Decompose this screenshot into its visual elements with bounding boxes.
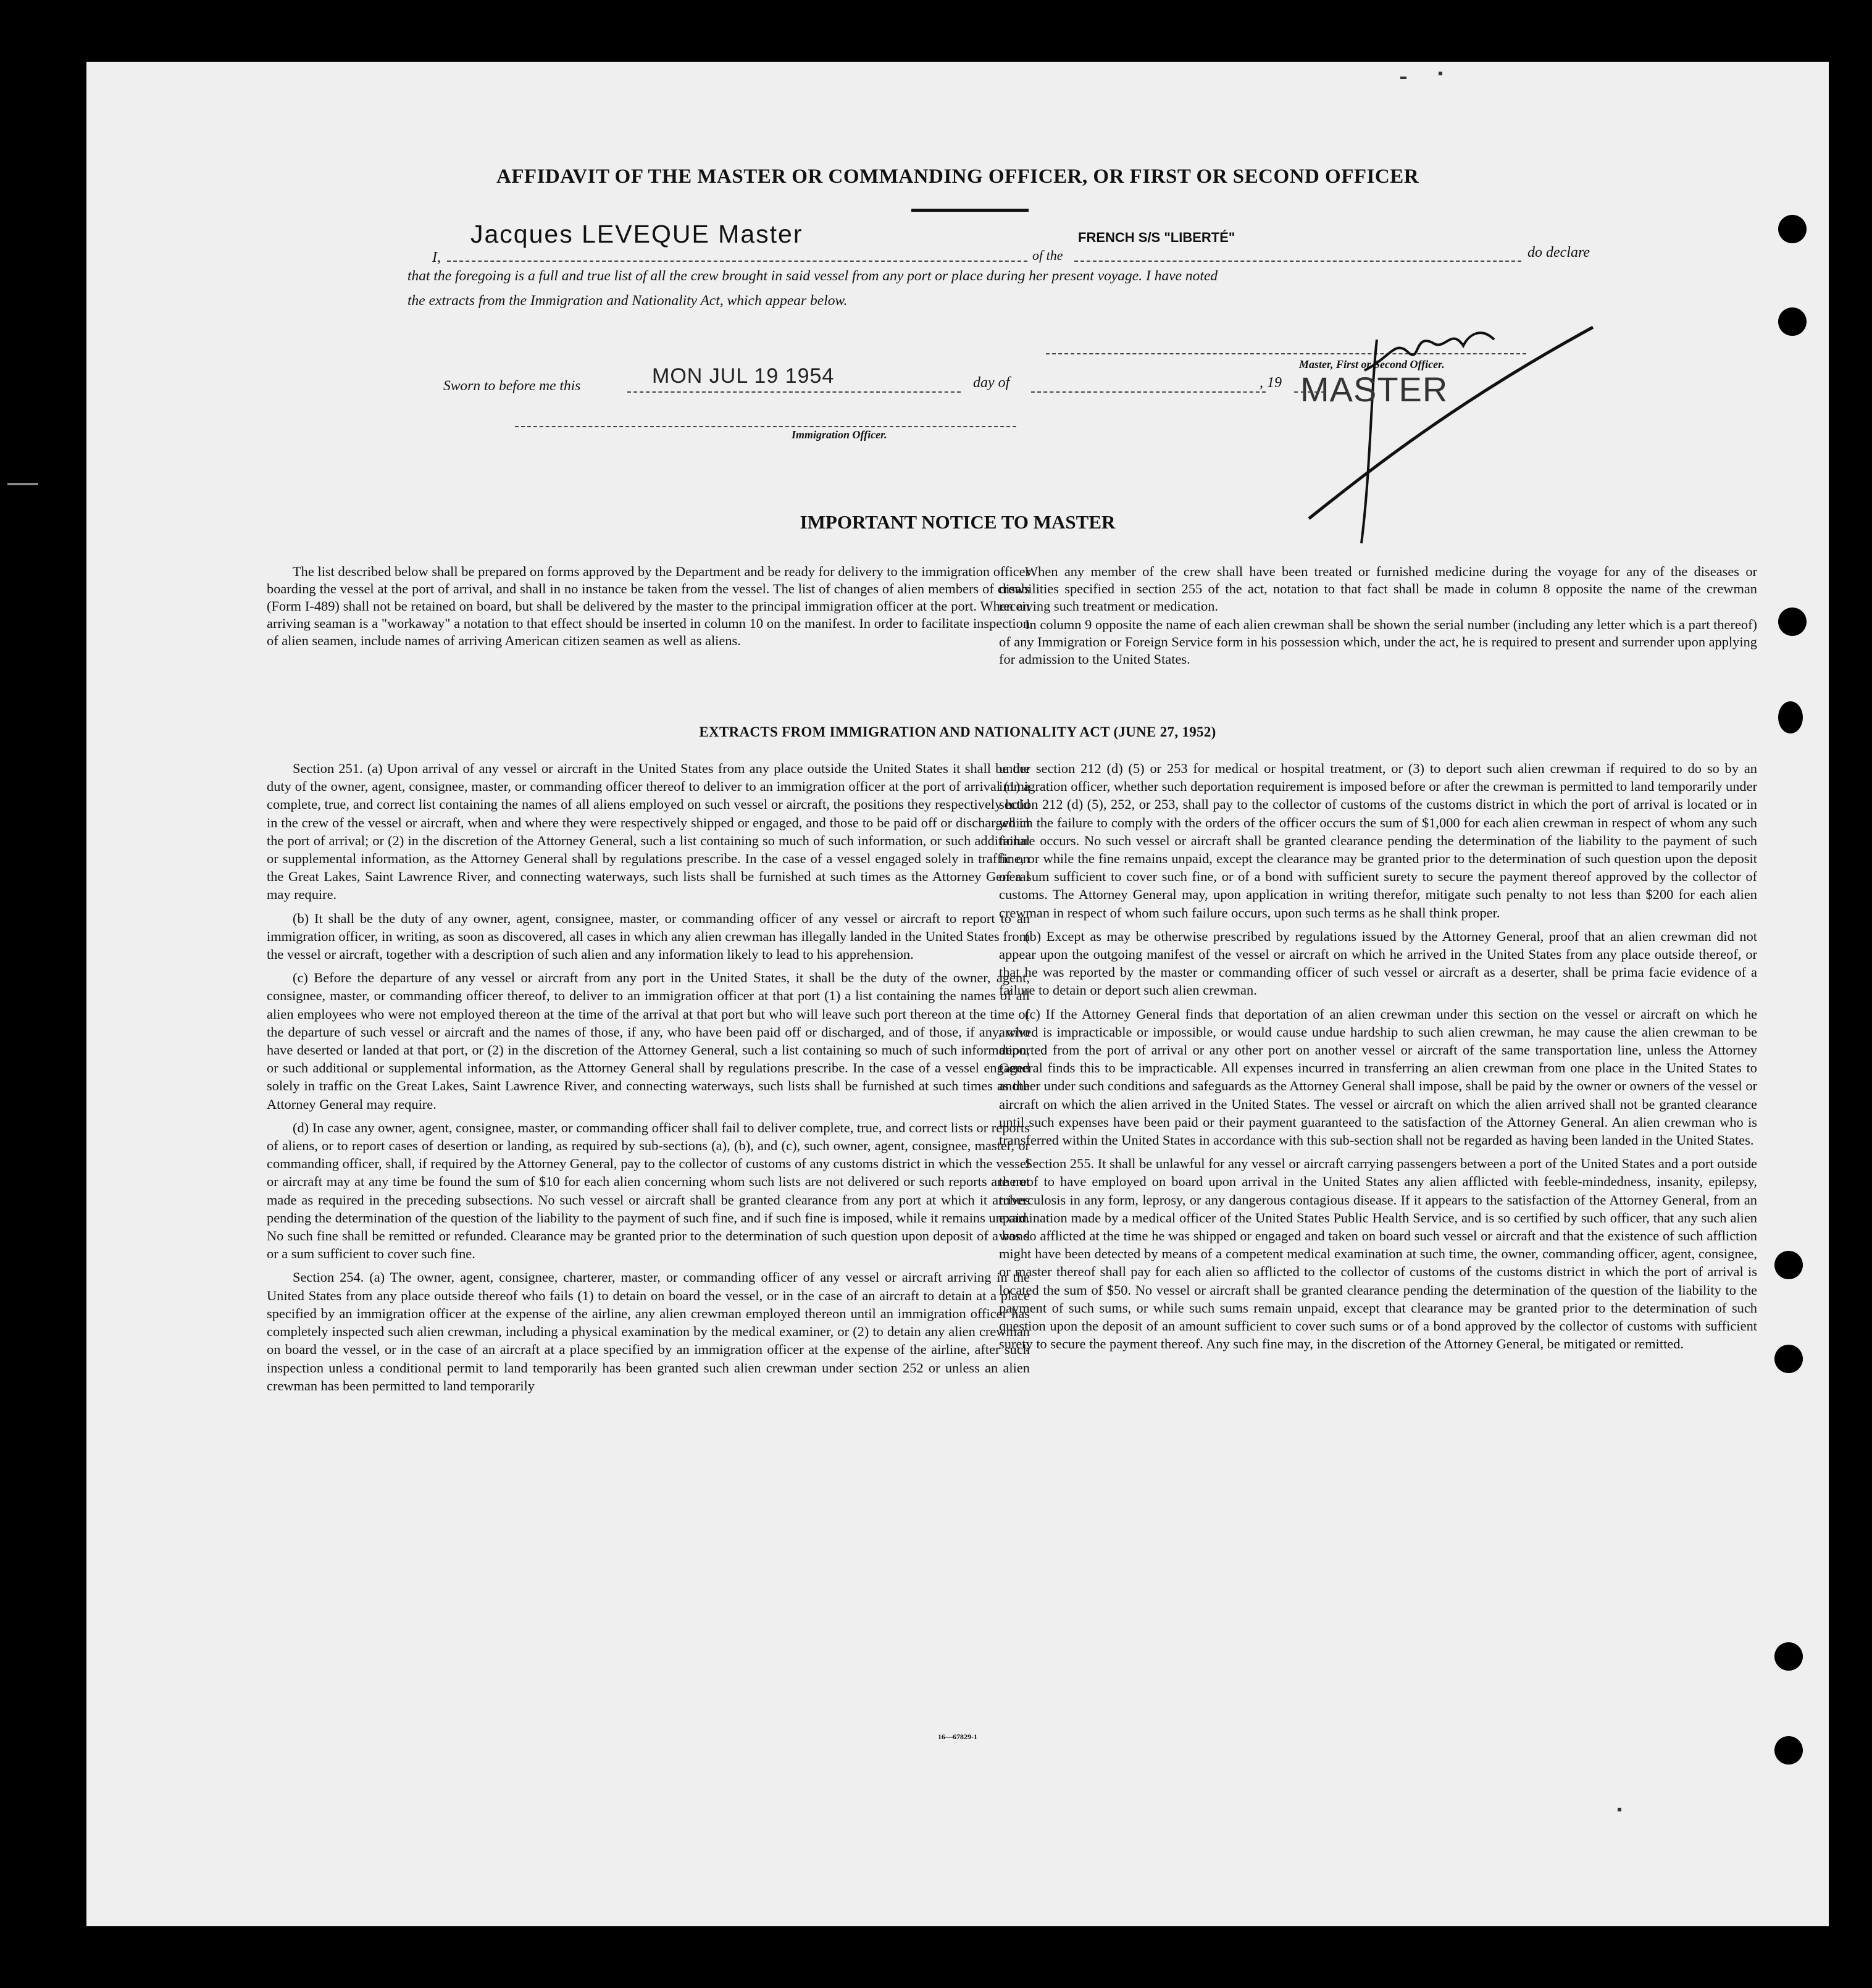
extract-paragraph: (b) Except as may be otherwise prescribed by regulations issued by the Attorney General, proof that an alien crewman did not appear upon the outgoing manifest of the vessel or aircraft on which he arrived in the United States from any place outside thereof, or that he was reported by the master or commanding officer of such vessel or aircraft as a deserter, shall be prima facie evidence of a failure to detain or deport such alien crewman. bbox=[999, 928, 1757, 998]
declaration-line: that the foregoing is a full and true list of all the crew brought in said vessel from any port or place during her present voyage. I have noted bbox=[407, 268, 1218, 284]
immigration-caption: Immigration Officer. bbox=[792, 428, 887, 441]
month-line bbox=[1031, 391, 1266, 393]
name-line bbox=[447, 261, 1027, 262]
title-divider bbox=[911, 209, 1029, 212]
punch-hole bbox=[1774, 1251, 1803, 1279]
punch-hole bbox=[1774, 1345, 1803, 1373]
punch-hole bbox=[1778, 701, 1803, 733]
notice-title: IMPORTANT NOTICE TO MASTER bbox=[800, 511, 1116, 533]
form-code: 16—67829-1 bbox=[938, 1732, 977, 1741]
extract-paragraph: (b) It shall be the duty of any owner, agent, consignee, master, or commanding officer of any vessel or aircraft to report to an immigration officer, in writing, as soon as discovered, all cases in which any alien crewman has illegally landed in the United States from the vessel or aircraft, together with a description of such alien and any information likely to lead to his apprehension. bbox=[267, 910, 1030, 963]
of-the-label: of the bbox=[1032, 248, 1063, 263]
document-page bbox=[86, 62, 1829, 1926]
master-stamp: MASTER bbox=[1300, 370, 1448, 409]
vessel-line bbox=[1074, 261, 1521, 262]
extract-paragraph: (d) In case any owner, agent, consignee, master, or commanding officer shall fail to deliver complete, true, and correct lists or reports of aliens, or to report cases of desertion or landing, as required by sub-sections (a), (b), and (c), such owner, agent, consignee, master, or commanding officer, shall, if required by the Attorney General, pay to the collector of customs of any customs district in which the vessel or aircraft may at any time be found the sum of $10 for each alien concerning whom such lists are not delivered or such reports are not made as required in the preceding subsections. No such vessel or aircraft shall be granted clearance from any port at which it arrives pending the determination of the question of the liability to the payment of such fine, and if such fine is imposed, while it remains unpaid. No such fine shall be remitted or refunded. Clearance may be granted prior to the determination of such question upon deposit of a bond or a sum sufficient to cover such fine. bbox=[267, 1119, 1030, 1262]
officer-caption: Master, First or Second Officer. bbox=[1299, 358, 1445, 370]
day-of-label: day of bbox=[973, 375, 1010, 391]
punch-hole bbox=[1778, 608, 1807, 636]
extract-paragraph: (c) If the Attorney General finds that deportation of an alien crewman under this section on the vessel or aircraft on which he arrived is impracticable or impossible, or would cause undue hardship to such alien crewman, he may cause the alien crewman to be deported from the port of arrival or any other port on another vessel or aircraft of the same transportation line, unless the Attorney General finds this to be impracticable. All expenses incurred in transferring an alien crewman from one place in the United States to another under such conditions and safeguards as the Attorney General shall impose, shall be paid by the owner or owners of the vessel or aircraft on which the alien arrived in the United States. The vessel or aircraft on which the alien arrived shall not be granted clearance until such expenses have been paid or their payment guaranteed to the satisfaction of the Attorney General. An alien crewman who is transferred within the United States in accordance with this sub-section shall not be regarded as having been landed in the United States. bbox=[999, 1006, 1757, 1148]
punch-hole bbox=[1774, 1736, 1803, 1765]
extract-paragraph-continued: under section 212 (d) (5) or 253 for medical or hospital treatment, or (3) to deport such alien crewman if required to do so by an immigration officer, whether such deportation requirement is imposed before or after the crewman is permitted to land temporarily under section 212 (d) (5), 252, or 253, shall pay to the collector of customs of the customs district in which the port of arrival is located or in which the failure to comply with the orders of the officer occurs the sum of $1,000 for each alien crewman in respect of whom any such failure occurs. No such vessel or aircraft shall be granted clearance pending the determination of the liability to the payment of such fine, or while the fine remains unpaid, except the clearance may be granted prior to the determination of such question upon the deposit of a sum sufficient to cover such fine, or of a bond with sufficient surety to secure the payment thereof approved by the collector of customs. The Attorney General may, upon application in writing therefor, mitigate such penalty to not less than $200 for each alien crewman in respect of whom such failure occurs, upon such terms as he shall think proper. bbox=[999, 761, 1757, 921]
immigration-officer-line bbox=[515, 426, 1016, 427]
master-name: Jacques LEVEQUE Master bbox=[470, 220, 803, 248]
do-declare-label: do declare bbox=[1527, 244, 1590, 261]
extracts-right-column bbox=[999, 759, 1757, 1353]
year-prefix: , 19 bbox=[1260, 375, 1282, 391]
punch-hole bbox=[1778, 215, 1807, 243]
vessel-name: FRENCH S/S "LIBERTÉ" bbox=[1078, 230, 1235, 245]
page-title: AFFIDAVIT OF THE MASTER OR COMMANDING OFFICER, OR FIRST OR SECOND OFFICER bbox=[496, 165, 1419, 188]
notice-right-column bbox=[999, 563, 1757, 668]
notice-paragraph: When any member of the crew shall have been treated or furnished medicine during the voyage for any of the diseases or disabilities specified in section 255 of the act, notation to that fact shall be made in column 8 opposite the name of the crewman receiving such treatment or medication. bbox=[999, 564, 1757, 614]
extract-paragraph: Section 251. (a) Upon arrival of any vessel or aircraft in the United States from any place outside the United States it shall be the duty of the owner, agent, consignee, master, or commanding officer thereof to deliver to an immigration officer at the port of arrival (1) a complete, true, and correct list containing the names of all aliens employed on such vessel or aircraft, the positions they respectively hold in the crew of the vessel or aircraft, when and where they were respectively shipped or engaged, and those to be paid off or discharged in the port of arrival; or (2) in the discretion of the Attorney General, such a list containing so much of such information, or such additional or supplemental information, as the Attorney General shall by regulations prescribe. In the case of a vessel engaged solely in traffic on the Great Lakes, Saint Lawrence River, and connecting waterways, such lists shall be furnished at such times as the Attorney General may require. bbox=[267, 761, 1030, 903]
sworn-label: Sworn to before me this bbox=[443, 378, 581, 394]
scan-speck bbox=[1618, 1808, 1621, 1811]
sworn-date-stamp: MON JUL 19 1954 bbox=[652, 364, 835, 388]
extracts-title: EXTRACTS FROM IMMIGRATION AND NATIONALITY ACT (JUNE 27, 1952) bbox=[699, 724, 1216, 740]
declaration-line-2: the extracts from the Immigration and Nationality Act, which appear below. bbox=[407, 293, 848, 309]
extract-paragraph: Section 254. (a) The owner, agent, consignee, charterer, master, or commanding officer of any vessel or aircraft arriving in the United States from any place outside thereof who fails (1) to detain on board the vessel, or in the case of an aircraft to detain at a place specified by an immigration officer at the expense of the airline, any alien crewman employed thereon until an immigration officer has completely inspected such alien crewman, including a physical examination by the medical examiner, or (2) to detain any alien crewman on board the vessel, or in the case of an aircraft at a place specified by an immigration officer at the expense of the airline, after such inspection unless a conditional permit to land temporarily has been granted such alien crewman under section 252 or unless an alien crewman has been permitted to land temporarily bbox=[267, 1269, 1030, 1393]
sworn-date-line bbox=[627, 391, 961, 393]
extract-paragraph: (c) Before the departure of any vessel or aircraft from any port in the United States, it shall be the duty of the owner, agent, consignee, master, or commanding officer thereof, to deliver to an immigration officer at that port (1) a list containing the names of all alien employees who were not employed thereon at the time of the arrival at that port but who will leave such port thereon at the time of the departure of such vessel or aircraft and the names of those, if any, who have been paid off or discharged, and of those, if any, who have deserted or landed at that port, or (2) in the discretion of the Attorney General, such a list containing so much of such information, or such additional or supplemental information, as the Attorney General shall by regulations prescribe. In the case of a vessel engaged solely in traffic on the Great Lakes, Saint Lawrence River, and connecting waterways, such lists shall be furnished at such times as the Attorney General may require. bbox=[267, 970, 1030, 1112]
scan-speck bbox=[1439, 72, 1442, 75]
extracts-left-column bbox=[267, 759, 1030, 1395]
punch-hole bbox=[1778, 307, 1807, 336]
scan-speck bbox=[1400, 77, 1406, 79]
punch-hole bbox=[1774, 1642, 1803, 1671]
notice-left-column bbox=[267, 563, 1030, 649]
year-line bbox=[1294, 391, 1325, 393]
border-mark bbox=[7, 483, 38, 485]
extract-paragraph: Section 255. It shall be unlawful for any vessel or aircraft carrying passengers between a port of the United States and a port outside thereof to have employed on board upon arrival in the United States any alien afflicted with feeble-mindedness, insanity, epilepsy, tuberculosis in any form, leprosy, or any dangerous contagious disease. If it appears to the satisfaction of the Attorney General, from an examination made by a medical officer of the United States Public Health Service, and is so certified by such officer, that any such alien was so afflicted at the time he was shipped or engaged and taken on board such vessel or aircraft and that the existence of such affliction might have been detected by means of a competent medical examination at such time, the owner, commanding officer, agent, consignee, or master thereof shall pay for each alien so afflicted to the collector of customs of the customs district in which the port of arrival is located the sum of $50. No vessel or aircraft shall be granted clearance pending the determination of the question of the liability to the payment of such sums, or while such sums remain unpaid, except that clearance may be granted prior to the determination of such question upon the deposit of an amount sufficient to cover such sums or of a bond approved by the collector of customs with sufficient surety to secure the payment thereof. Any such fine may, in the discretion of the Attorney General, be mitigated or remitted. bbox=[999, 1156, 1757, 1352]
i-label: I, bbox=[432, 249, 441, 265]
notice-paragraph: The list described below shall be prepared on forms approved by the Department and be ready for delivery to the immigration officer boarding the vessel at the port of arrival, and shall in no instance be taken from the vessel. The list of changes of alien members of crews (Form I-489) shall not be retained on board, but shall be delivered by the master to the principal immigration officer at the port. When an arriving seaman is a "workaway" a notation to that effect should be inserted in column 10 on the manifest. In order to facilitate inspection of alien seamen, include names of arriving American citizen seamen as well as aliens. bbox=[267, 564, 1030, 648]
notice-paragraph: In column 9 opposite the name of each alien crewman shall be shown the serial number (including any letter which is a part thereof) of any Immigration or Foreign Service form in his possession which, under the act, he is required to present and surrender upon applying for admission to the United States. bbox=[999, 617, 1757, 667]
